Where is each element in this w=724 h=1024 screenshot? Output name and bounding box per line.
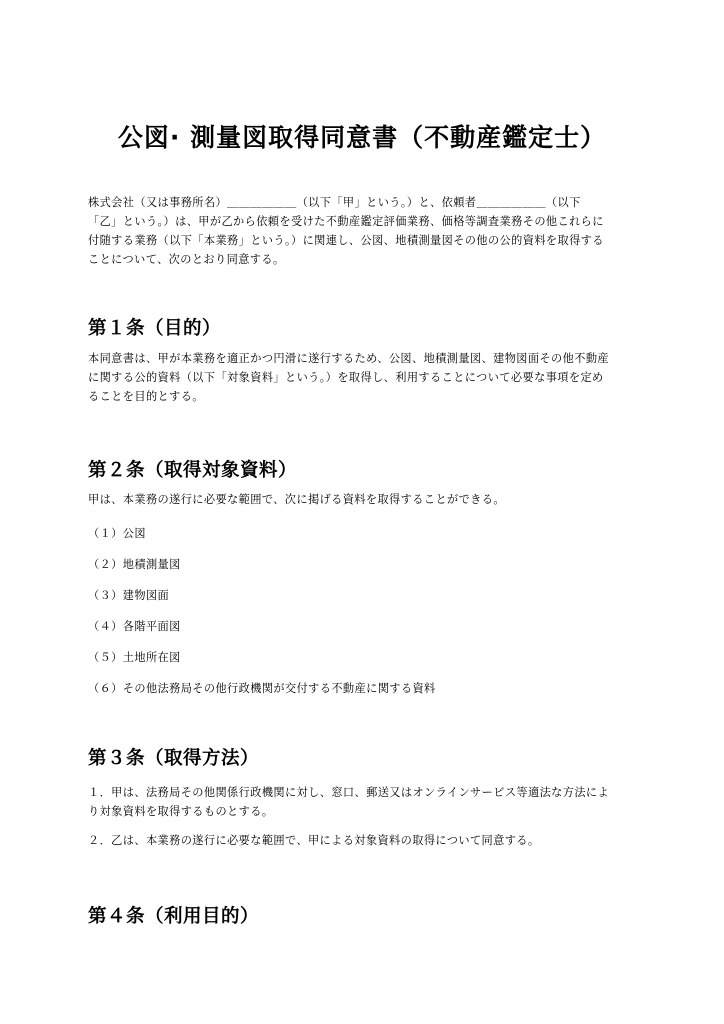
article-4-heading: 第４条（利用目的） <box>88 906 260 927</box>
list-item: （１）公図 <box>88 527 146 540</box>
paragraph-line: に関する公的資料（以下「対象資料」という。）を取得し、利用することについて必要な事項を定め <box>88 371 604 384</box>
intro-line: 株式会社（又は事務所名）＿＿＿＿＿＿（以下「甲」という。）と、依頼者＿＿＿＿＿＿（以下 <box>88 196 581 209</box>
list-item: （３）建物図面 <box>88 589 170 602</box>
intro-line: 「乙」という。）は、甲が乙から依頼を受けた不動産鑑定評価業務、価格等調査業務その他これらに <box>88 215 604 228</box>
intro-paragraph <box>88 193 648 269</box>
document-title: 公図· 測量図取得同意書（不動産鑑定士） <box>117 123 607 152</box>
article-3-clause-2: ２．乙は、本業務の遂行に必要な範囲で、甲による対象資料の取得について同意する。 <box>88 834 540 847</box>
list-item: （５）土地所在図 <box>88 651 181 664</box>
article-2-heading: 第２条（取得対象資料） <box>88 460 298 481</box>
article-3-clause-1 <box>88 783 648 821</box>
article-1-heading: 第１条（目的） <box>88 318 222 339</box>
article-3-heading: 第３条（取得方法） <box>88 748 260 769</box>
article-1-paragraph <box>88 349 648 406</box>
list-item: （６）その他法務局その他行政機関が交付する不動産に関する資料 <box>88 682 436 695</box>
intro-line: 付随する業務（以下「本業務」という。）に関連し、公図、地積測量図その他の公的資料を取得する <box>88 234 604 247</box>
paragraph-line: 本同意書は、甲が本業務を適正かつ円滑に遂行するため、公図、地積測量図、建物図面その他不動産 <box>88 352 609 365</box>
paragraph-line: り対象資料を取得するものとする。 <box>88 805 274 818</box>
intro-line: ことについて、次のとおり同意する。 <box>88 253 285 266</box>
paragraph-line: ることを目的とする。 <box>88 390 204 403</box>
paragraph-line: １．甲は、法務局その他関係行政機関に対し、窓口、郵送又はオンラインサービス等適法な方法によ <box>88 786 610 799</box>
article-2-lead: 甲は、本業務の遂行に必要な範囲で、次に掲げる資料を取得することができる。 <box>88 493 505 506</box>
list-item: （２）地積測量図 <box>88 558 181 571</box>
list-item: （４）各階平面図 <box>88 620 181 633</box>
